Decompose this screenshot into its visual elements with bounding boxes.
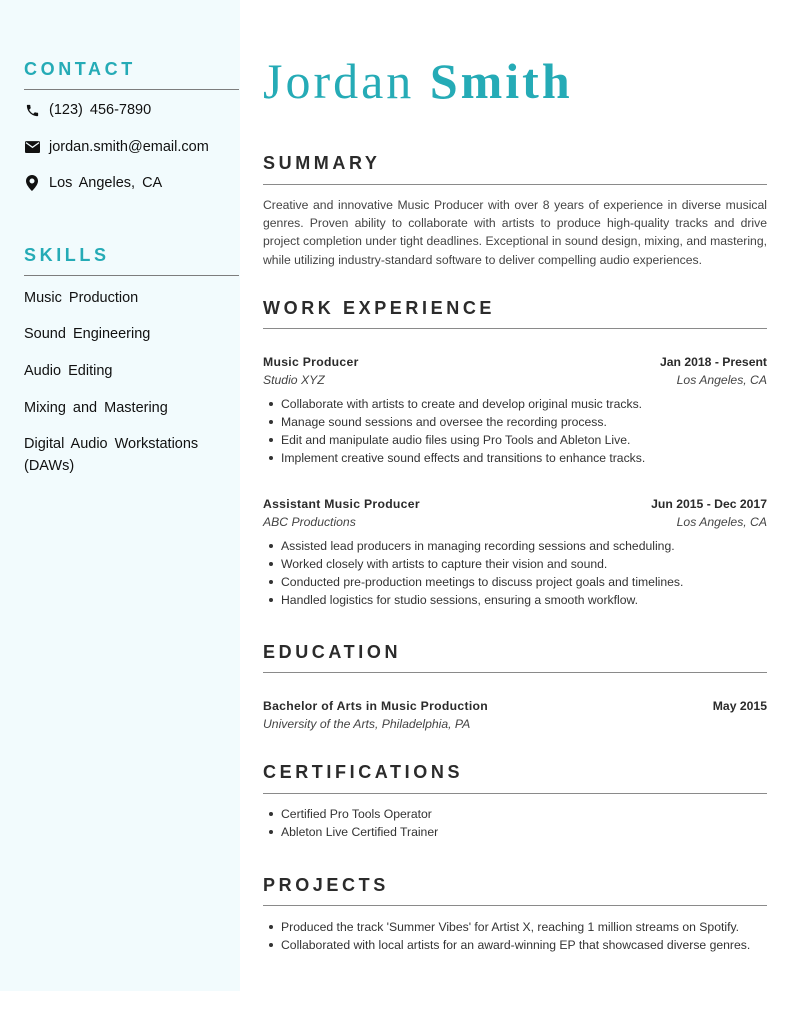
- job-dates: Jun 2015 - Dec 2017: [651, 497, 767, 511]
- summary-divider: [263, 184, 767, 185]
- job-company: Studio XYZ: [263, 373, 325, 387]
- email-text: jordan.smith@email.com: [49, 139, 209, 155]
- skills-divider: [24, 275, 239, 276]
- list-item: Edit and manipulate audio files using Pro Tools and Ableton Live.: [281, 431, 785, 449]
- location-text: Los Angeles, CA: [49, 175, 163, 191]
- education-heading: EDUCATION: [263, 642, 402, 662]
- contact-phone[interactable]: [24, 102, 151, 118]
- projects-list: [263, 918, 785, 954]
- summary-heading: SUMMARY: [263, 153, 381, 173]
- job-title: Music Producer: [263, 355, 359, 369]
- list-item: Worked closely with artists to capture their vision and sound.: [281, 555, 785, 573]
- job-bullets: [263, 395, 785, 467]
- list-item: Conducted pre-production meetings to discuss project goals and timelines.: [281, 573, 785, 591]
- list-item: Collaborate with artists to create and develop original music tracks.: [281, 395, 785, 413]
- list-item: Manage sound sessions and oversee the recording process.: [281, 413, 785, 431]
- education-header: [263, 699, 767, 713]
- school: University of the Arts, Philadelphia, PA: [263, 717, 471, 731]
- education-school-row: [263, 717, 767, 731]
- skill-item: Audio Editing: [24, 363, 113, 379]
- contact-heading: CONTACT: [24, 59, 136, 79]
- job-bullets: [263, 537, 785, 609]
- sidebar: [0, 0, 240, 991]
- job-company: ABC Productions: [263, 515, 356, 529]
- job-header: [263, 355, 767, 369]
- certifications-list: [263, 805, 785, 841]
- job-title: Assistant Music Producer: [263, 497, 420, 511]
- summary-text: Creative and innovative Music Producer with over 8 years of experience in diverse musical genres. Proven ability to collaborate with artists to produce high-quality tracks and drive project completion under tight deadlines. Exceptional in sound design, mixing, and mastering, while utilizing industry-standard software to deliver compelling audio experiences.: [263, 198, 767, 267]
- projects-divider: [263, 905, 767, 906]
- contact-location: [24, 175, 162, 191]
- projects-heading: PROJECTS: [263, 875, 389, 895]
- job-header: [263, 497, 767, 511]
- last-name: Smith: [429, 53, 573, 109]
- contact-divider: [24, 89, 239, 90]
- job-subheader: [263, 515, 767, 529]
- skill-item: Sound Engineering: [24, 326, 151, 342]
- phone-icon: [24, 102, 40, 118]
- map-pin-icon: [24, 175, 40, 191]
- graduation-date: May 2015: [712, 699, 767, 713]
- skill-item: Mixing and Mastering: [24, 400, 168, 416]
- job-location: Los Angeles, CA: [676, 373, 767, 387]
- list-item: Assisted lead producers in managing recording sessions and scheduling.: [281, 537, 785, 555]
- degree: Bachelor of Arts in Music Production: [263, 699, 489, 713]
- job-dates: Jan 2018 - Present: [659, 355, 767, 369]
- envelope-icon: [24, 139, 40, 155]
- skills-heading: SKILLS: [24, 245, 110, 265]
- certifications-divider: [263, 793, 767, 794]
- list-item: Handled logistics for studio sessions, ensuring a smooth workflow.: [281, 591, 785, 609]
- skill-item: Digital Audio Workstations (DAWs): [24, 436, 199, 474]
- list-item: Collaborated with local artists for an award-winning EP that showcased diverse genres.: [281, 936, 785, 954]
- first-name: Jordan: [263, 53, 415, 109]
- certifications-heading: CERTIFICATIONS: [263, 762, 464, 782]
- experience-heading: WORK EXPERIENCE: [263, 298, 496, 318]
- job-location: Los Angeles, CA: [676, 515, 767, 529]
- job-subheader: [263, 373, 767, 387]
- phone-text: (123) 456-7890: [49, 102, 152, 118]
- contact-email[interactable]: [24, 139, 209, 155]
- education-divider: [263, 672, 767, 673]
- experience-divider: [263, 328, 767, 329]
- list-item: Implement creative sound effects and transitions to enhance tracks.: [281, 449, 785, 467]
- skill-item: Music Production: [24, 290, 139, 306]
- candidate-name: [263, 52, 573, 110]
- list-item: Ableton Live Certified Trainer: [281, 823, 785, 841]
- list-item: Produced the track 'Summer Vibes' for Artist X, reaching 1 million streams on Spotify.: [281, 918, 785, 936]
- list-item: Certified Pro Tools Operator: [281, 805, 785, 823]
